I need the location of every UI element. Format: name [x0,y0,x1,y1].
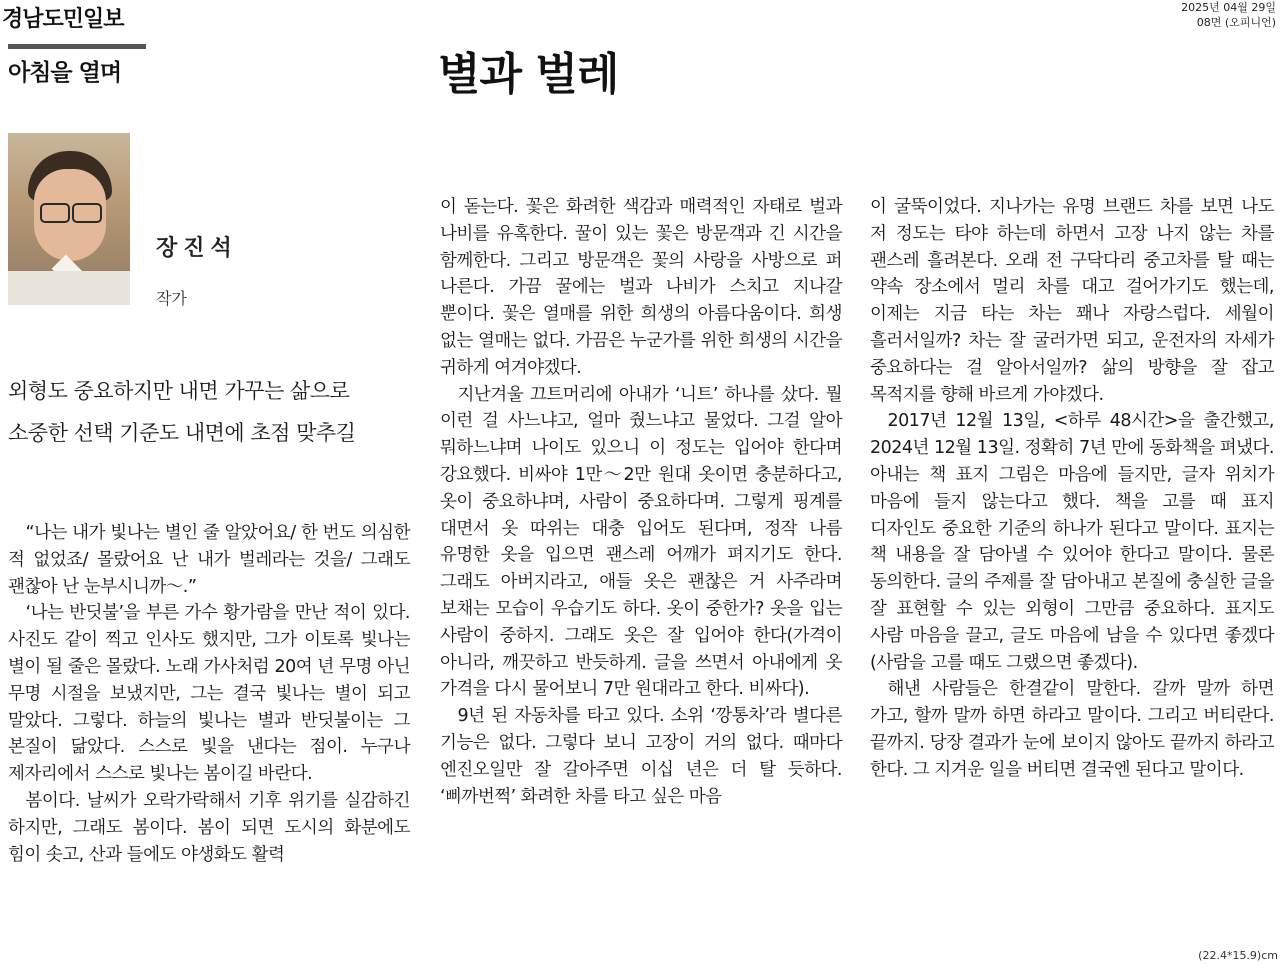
article-size-note: (22.4*15.9)cm [1198,949,1278,962]
column-series-title: 아침을 열며 [8,60,122,86]
author-name: 장진석 [156,236,238,261]
paragraph: 지난겨울 끄트머리에 아내가 ‘니트’ 하나를 샀다. 뭘 이런 걸 사느냐고, 얼마 줬느냐고 물었다. 그걸 알아 뭐하느냐며 나이도 있으니 이 정도는 입어야 한다며 강요했다. 비싸야 1만～2만 원대 옷이면 충분하다고, 옷이 중요하냐며, 사람이 중요하다며. 그렇게 핑계를 대면서 옷 따위는 대충 입어도 된다며, 정작 나름 유명한 옷을 입으면 괜스레 어깨가 펴지기도 한다. 그래도 아버지라고, 애들 옷은 괜찮은 거 사주라며 보채는 모습이 우습기도 하다. 옷이 중한가? 옷을 입는 사람이 중하지. 그래도 옷은 잘 입어야 한다(가격이 아니라, 깨끗하고 반듯하게. 글을 쓰면서 아내에게 옷 가격을 다시 물어보니 7만 원대라고 한다. 비싸다). [440,384,842,700]
paragraph: 2017년 12월 13일, <하루 48시간>을 출간했고, 2024년 12월 13일. 정확히 7년 만에 동화책을 펴냈다. 아내는 책 표지 그림은 마음에 들지만, 글자 위치가 마음에 들지 않는다고 했다. 책을 고를 때 표지 디자인도 중요한 기준의 하나가 된다고 말이다. 표지는 책 내용을 잘 담아낼 수 있어야 한다고 말이다. 물론 동의한다. 글의 주제를 잘 담아내고 본질에 충실한 글을 잘 표현할 수 있는 외형이 그만큼 중요하다. 표지도 사람 마음을 끌고, 글도 마음에 남을 수 있다면 좋겠다(사람을 고를 때도 그랬으면 좋겠다). [870,411,1274,673]
paragraph: 봄이다. 날씨가 오락가락해서 기후 위기를 실감하긴 하지만, 그래도 봄이다. 봄이 되면 도시의 화분에도 힘이 솟고, 산과 들에도 야생화도 활력 [8,790,410,865]
article-subheading [8,370,418,454]
body-column-2 [440,194,842,810]
paragraph: “나는 내가 빛나는 별인 줄 알았어요/ 한 번도 의심한 적 없었죠/ 몰랐어요 난 내가 벌레라는 것을/ 그래도 괜찮아 난 눈부시니까～.” [8,523,410,597]
paragraph: 이 돋는다. 꽃은 화려한 색감과 매력적인 자태로 벌과 나비를 유혹한다. 꿀이 있는 꽃은 방문객과 긴 시간을 함께한다. 그리고 방문객은 꽃의 사랑을 사방으로 퍼 나른다. 가끔 꿀에는 벌과 나비가 스치고 지나갈 뿐이다. 꽃은 열매를 위한 희생의 아름다움이다. 희생 없는 열매는 없다. 가끔은 누군가를 위한 희생의 시간을 귀하게 여겨야겠다. [440,197,842,378]
publication-date: 2025년 04월 29일 [1181,1,1276,14]
article-headline: 별과 벌레 [438,49,619,100]
paragraph: 이 굴뚝이었다. 지나가는 유명 브랜드 차를 보면 나도 저 정도는 타야 하는데 하면서 고장 나지 않는 차를 괜스레 흘려본다. 오래 전 구닥다리 중고차를 탈 때는 약속 장소에서 멀리 차를 대고 걸어가기도 했는데, 이제는 지금 타는 차는 꽤나 자랑스럽다. 세월이 흘러서일까? 차는 잘 굴러가면 되고, 운전자의 자세가 중요하다는 걸 알아서일까? 삶의 방향을 잘 잡고 목적지를 향해 바르게 가야겠다. [870,197,1274,405]
paragraph: 9년 된 자동차를 타고 있다. 소위 ‘깡통차’라 별다른 기능은 없다. 그렇다 보니 고장이 거의 없다. 때마다 엔진오일만 잘 갈아주면 이십 년은 더 탈 듯하다. ‘삐까번쩍’ 화려한 차를 타고 싶은 마음 [440,706,842,807]
paragraph: 해낸 사람들은 한결같이 말한다. 갈까 말까 하면 가고, 할까 말까 하면 하라고 말이다. 그리고 버티란다. 끝까지. 당장 결과가 눈에 보이지 않아도 끝까지 하라고 한다. 그 지겨운 일을 버티면 결국엔 된다고 말이다. [870,679,1274,780]
subheading-line: 외형도 중요하지만 내면 가꾸는 삶으로 [8,379,350,403]
author-role: 작가 [156,289,187,308]
body-column-1 [8,520,410,868]
subheading-line: 소중한 선택 기준도 내면에 초점 맞추길 [8,421,356,445]
newspaper-name: 경남도민일보 [2,7,124,32]
body-column-3 [870,194,1274,784]
section-divider [8,44,146,49]
paragraph: ‘나는 반딧불’을 부른 가수 황가람을 만난 적이 있다. 사진도 같이 찍고 인사도 했지만, 그가 이토록 빛나는 별이 될 줄은 몰랐다. 노래 가사처럼 20여 년 무명 아닌 무명 시절을 보냈지만, 그는 결국 빛나는 별이 되고 말았다. 그렇다. 하늘의 빛나는 별과 반딧불이는 그 본질이 닮았다. 스스로 빛을 낸다는 점이. 누구나 제자리에서 스스로 빛나는 봄이길 바란다. [8,603,410,785]
page-section: 08면 (오피니언) [1196,16,1276,29]
edition-meta [1181,0,1276,30]
author-photo [8,133,130,305]
